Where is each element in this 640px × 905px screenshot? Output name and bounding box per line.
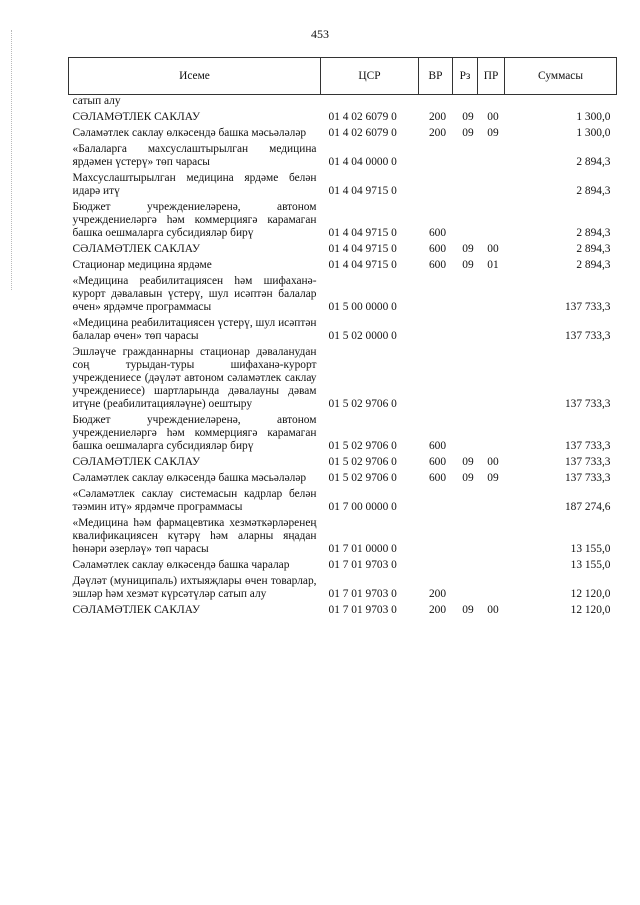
row-vr-code: 200 (428, 604, 447, 616)
row-rz-code (453, 345, 478, 413)
table-row (69, 200, 617, 242)
row-vr-code (419, 95, 453, 111)
table-row (69, 95, 617, 111)
row-name: сатып алу (72, 95, 121, 107)
row-csr-code: 01 4 04 9715 0 (328, 185, 397, 197)
table-row (69, 471, 617, 487)
row-csr-code: 01 7 01 9703 0 (328, 588, 397, 600)
row-vr-code: 600 (428, 243, 447, 255)
row-rz-code: 09 (462, 259, 474, 271)
row-sum: 2 894,3 (576, 227, 611, 239)
row-vr-code (419, 558, 453, 574)
table-row (69, 487, 617, 516)
row-name: Махсуслаштырылган медицина ярдәме белән идарә итү (72, 172, 317, 197)
row-name: «Медицина реабилитациясен үстерү, шул исәптән балалар өчен» төп чарасы (72, 317, 317, 342)
row-rz-code: 09 (462, 472, 474, 484)
row-vr-code (419, 487, 453, 516)
row-pr-code: 00 (487, 111, 499, 123)
row-sum: 2 894,3 (576, 185, 611, 197)
table-row (69, 274, 617, 316)
table-row (69, 574, 617, 603)
row-sum: 13 155,0 (570, 559, 611, 571)
row-csr-code: 01 7 01 9703 0 (328, 604, 397, 616)
table-header-row (69, 58, 617, 95)
row-rz-code: 09 (462, 604, 474, 616)
table-row (69, 455, 617, 471)
row-rz-code (453, 574, 478, 603)
row-rz-code (453, 171, 478, 200)
table-row (69, 413, 617, 455)
row-sum: 137 733,3 (564, 472, 611, 484)
column-header-pr: ПР (478, 58, 505, 95)
row-pr-code (478, 413, 505, 455)
table-row (69, 516, 617, 558)
column-header-csr: ЦСР (321, 58, 419, 95)
row-sum: 137 733,3 (564, 301, 611, 313)
row-vr-code (419, 142, 453, 171)
row-rz-code: 09 (462, 456, 474, 468)
row-csr-code: 01 7 01 9703 0 (328, 559, 397, 571)
row-rz-code (453, 487, 478, 516)
row-csr-code (321, 95, 419, 111)
row-rz-code: 09 (462, 243, 474, 255)
binding-margin-marks (11, 30, 16, 290)
row-rz-code (453, 200, 478, 242)
row-csr-code: 01 4 04 9715 0 (328, 243, 397, 255)
table-body (69, 95, 617, 620)
row-pr-code: 00 (487, 456, 499, 468)
page-number: 453 (311, 27, 329, 41)
row-csr-code: 01 4 04 9715 0 (328, 259, 397, 271)
table-row (69, 603, 617, 619)
row-rz-code (453, 413, 478, 455)
row-rz-code (453, 516, 478, 558)
row-pr-code: 00 (487, 604, 499, 616)
row-sum: 137 733,3 (564, 440, 611, 452)
table-row (69, 142, 617, 171)
table-row (69, 258, 617, 274)
row-pr-code: 00 (487, 243, 499, 255)
row-csr-code: 01 4 04 9715 0 (328, 227, 397, 239)
row-vr-code: 600 (428, 440, 447, 452)
row-rz-code: 09 (462, 111, 474, 123)
row-pr-code (478, 558, 505, 574)
row-pr-code: 09 (487, 472, 499, 484)
row-vr-code (419, 516, 453, 558)
row-sum: 1 300,0 (576, 127, 611, 139)
row-csr-code: 01 5 02 9706 0 (328, 472, 397, 484)
row-name: СӘЛАМӘТЛЕК САКЛАУ (72, 111, 201, 123)
row-vr-code: 200 (428, 111, 447, 123)
row-name: СӘЛАМӘТЛЕК САКЛАУ (72, 243, 201, 255)
row-pr-code (478, 516, 505, 558)
row-pr-code (478, 171, 505, 200)
row-csr-code: 01 5 02 9706 0 (328, 456, 397, 468)
row-csr-code: 01 5 00 0000 0 (328, 301, 397, 313)
row-pr-code (478, 274, 505, 316)
row-sum: 137 733,3 (564, 456, 611, 468)
row-vr-code: 600 (428, 456, 447, 468)
column-header-name: Исеме (69, 58, 321, 95)
row-vr-code: 600 (428, 259, 447, 271)
table-row (69, 110, 617, 126)
row-vr-code (419, 171, 453, 200)
row-pr-code (478, 345, 505, 413)
row-rz-code (453, 274, 478, 316)
row-vr-code (419, 345, 453, 413)
row-pr-code: 01 (487, 259, 499, 271)
row-name: Сәламәтлек саклау өлкәсендә башка мәсьәләләр (72, 127, 307, 139)
row-pr-code: 09 (487, 127, 499, 139)
row-pr-code (478, 142, 505, 171)
row-sum: 12 120,0 (570, 604, 611, 616)
row-sum: 187 274,6 (564, 501, 611, 513)
row-name: СӘЛАМӘТЛЕК САКЛАУ (72, 456, 201, 468)
row-vr-code (419, 316, 453, 345)
row-sum: 137 733,3 (564, 398, 611, 410)
row-sum: 12 120,0 (570, 588, 611, 600)
row-name: Эшләүче гражданнарны стационар дәваланудан соң турыдан-туры шифаханә-курорт учреждениесе (дәүләт автоном сәламәтлек саклау учреждениесе) шартларында дәвалауны дәвам итүне (реабилитацияләүне) оештыру (72, 346, 317, 410)
row-sum: 2 894,3 (576, 243, 611, 255)
row-csr-code: 01 7 01 0000 0 (328, 543, 397, 555)
row-csr-code: 01 4 02 6079 0 (328, 127, 397, 139)
row-pr-code (478, 574, 505, 603)
row-vr-code: 200 (428, 588, 447, 600)
column-header-sum: Суммасы (505, 58, 617, 95)
row-csr-code: 01 4 04 0000 0 (328, 156, 397, 168)
row-rz-code (453, 95, 478, 111)
table-row (69, 126, 617, 142)
table-row (69, 558, 617, 574)
row-name: Бюджет учреждениеләренә, автоном учреждениеләргә һәм коммерциягә карамаган башка оешмаларга субсидияләр бирү (72, 414, 317, 452)
row-name: Сәламәтлек саклау өлкәсендә башка чаралар (72, 559, 290, 571)
row-sum: 1 300,0 (576, 111, 611, 123)
row-name: «Медицина реабилитациясен һәм шифаханә-курорт дәвалавын үстерү, шул исәптән балалар өчен» ярдәмче программасы (72, 275, 317, 313)
row-pr-code (478, 316, 505, 345)
table-row (69, 316, 617, 345)
row-sum: 137 733,3 (564, 330, 611, 342)
row-rz-code: 09 (462, 127, 474, 139)
row-rz-code (453, 142, 478, 171)
row-name: Бюджет учреждениеләренә, автоном учреждениеләргә һәм коммерциягә карамаган башка оешмаларга субсидияләр бирү (72, 201, 317, 239)
row-rz-code (453, 316, 478, 345)
row-csr-code: 01 7 00 0000 0 (328, 501, 397, 513)
row-vr-code: 200 (428, 127, 447, 139)
row-pr-code (478, 95, 505, 111)
row-name: Стационар медицина ярдәме (72, 259, 212, 271)
row-pr-code (478, 487, 505, 516)
table-row (69, 345, 617, 413)
row-rz-code (453, 558, 478, 574)
row-name: «Сәламәтлек саклау системасын кадрлар белән тәэмин итү» ярдәмче программасы (72, 488, 317, 513)
row-sum: 2 894,3 (576, 156, 611, 168)
row-csr-code: 01 5 02 9706 0 (328, 398, 397, 410)
row-name: СӘЛАМӘТЛЕК САКЛАУ (72, 604, 201, 616)
row-vr-code: 600 (428, 227, 447, 239)
row-sum: 2 894,3 (576, 259, 611, 271)
row-name: «Балаларга махсуслаштырылган медицина ярдәмен үстерү» төп чарасы (72, 143, 317, 168)
row-csr-code: 01 5 02 9706 0 (328, 440, 397, 452)
row-sum: 13 155,0 (570, 543, 611, 555)
row-name: «Медицина һәм фармацевтика хезмәткәрләренең квалификациясен күтәрү һәм аларны яңадан һөнәри әзерләү» төп чарасы (72, 517, 317, 555)
row-vr-code: 600 (428, 472, 447, 484)
row-pr-code (478, 200, 505, 242)
table-row (69, 171, 617, 200)
column-header-rz: Рз (453, 58, 478, 95)
table-row (69, 242, 617, 258)
row-csr-code: 01 4 02 6079 0 (328, 111, 397, 123)
row-csr-code: 01 5 02 0000 0 (328, 330, 397, 342)
row-name: Сәламәтлек саклау өлкәсендә башка мәсьәләләр (72, 472, 307, 484)
column-header-vr: ВР (419, 58, 453, 95)
row-vr-code (419, 274, 453, 316)
row-sum (505, 95, 617, 111)
row-name: Дәүләт (муниципаль) ихтыяҗлары өчен товарлар, эшләр һәм хезмәт күрсәтүләр сатып алу (72, 575, 317, 600)
budget-table (68, 57, 617, 619)
